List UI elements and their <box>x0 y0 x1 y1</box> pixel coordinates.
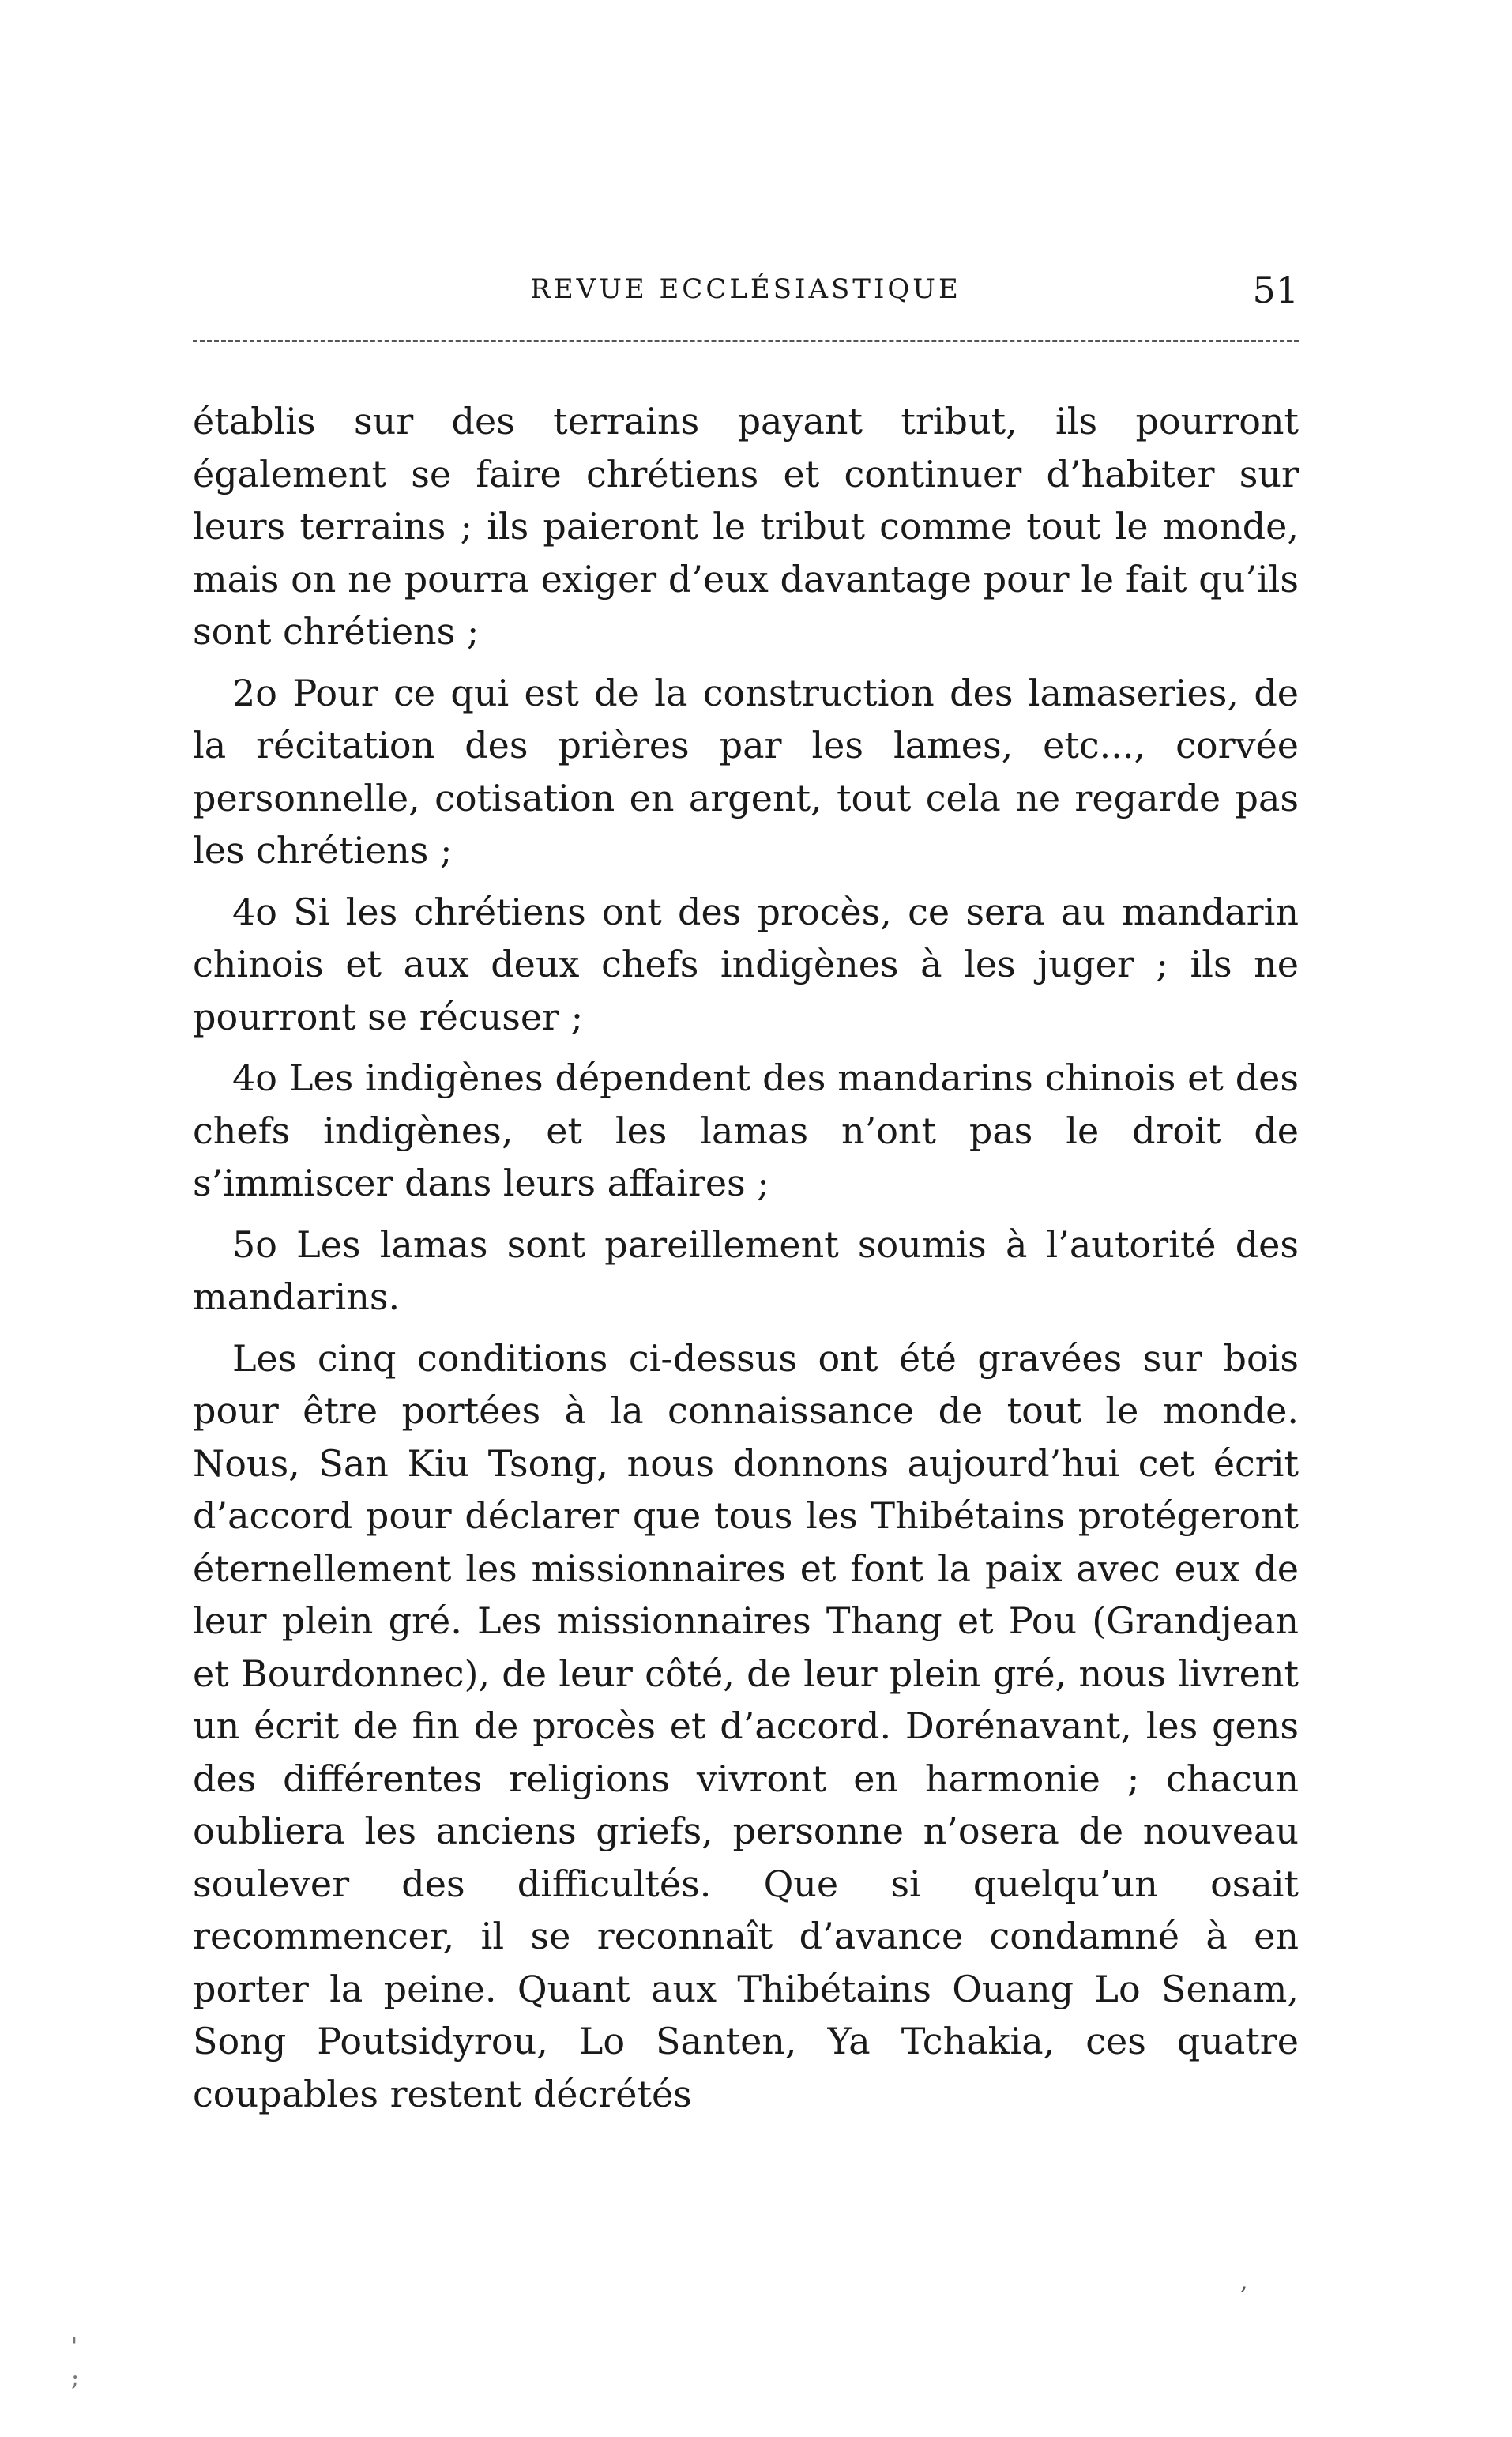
paragraph-condition-2: 2o Pour ce qui est de la construction des lamaseries, de la récitation des prières par les lames, etc..., corvée personnelle, cotisation en argent, tout cela ne regarde pas les chrétiens ; <box>193 671 1299 872</box>
paragraph-condition-4: 4o Les indigènes dépendent des mandarins chinois et des chefs indigènes, et les lamas n’ont pas le droit de s’immiscer dans leurs affaires ; <box>193 1057 1299 1204</box>
running-head <box>193 269 1299 316</box>
running-title: REVUE ECCLÉSIASTIQUE <box>530 273 961 305</box>
paragraph-condition-5: 5o Les lamas sont pareillement soumis à l’autorité des mandarins. <box>193 1222 1299 1318</box>
print-speck: , <box>1240 2268 1248 2296</box>
paragraph-condition-3: 4o Si les chrétiens ont des procès, ce sera au mandarin chinois et aux deux chefs indigènes à les juger ; ils ne pourront se récuser ; <box>193 890 1299 1038</box>
paragraph-continued: établis sur des terrains payant tribut, ils pourront également se faire chrétiens et continuer d’habiter sur leurs terrains ; ils paieront le tribut comme tout le monde, mais on ne pourra exiger d’eux davantage pour le fait qu’ils sont chrétiens ; <box>193 400 1299 653</box>
paragraph-conclusion: Les cinq conditions ci-dessus ont été gravées sur bois pour être portées à la connaissance de tout le monde. Nous, San Kiu Tsong, nous donnons aujourd’hui cet écrit d’accord pour déclarer que tous les Thibétains protégeront éternellement les missionnaires et font la paix avec eux de leur plein gré. Les missionnaires Thang et Pou (Grandjean et Bourdonnec), de leur côté, de leur plein gré, nous livrent un écrit de fin de procès et d’accord. Dorénavant, les gens des différentes religions vivront en harmonie ; chacun oubliera les anciens griefs, personne n’osera de nouveau soulever des difficultés. Que si quelqu’un osait recommencer, il se reconnaît d’avance condamné à en porter la peine. Quant aux Thibétains Ouang Lo Senam, Song Poutsidyrou, Lo Santen, Ya Tchakia, ces quatre coupables restent décrétés <box>193 1336 1299 2115</box>
body-text <box>193 395 1299 2129</box>
header-rule <box>193 340 1299 342</box>
margin-specks: ' ; <box>71 2333 80 2392</box>
page-number: 51 <box>1252 269 1299 311</box>
